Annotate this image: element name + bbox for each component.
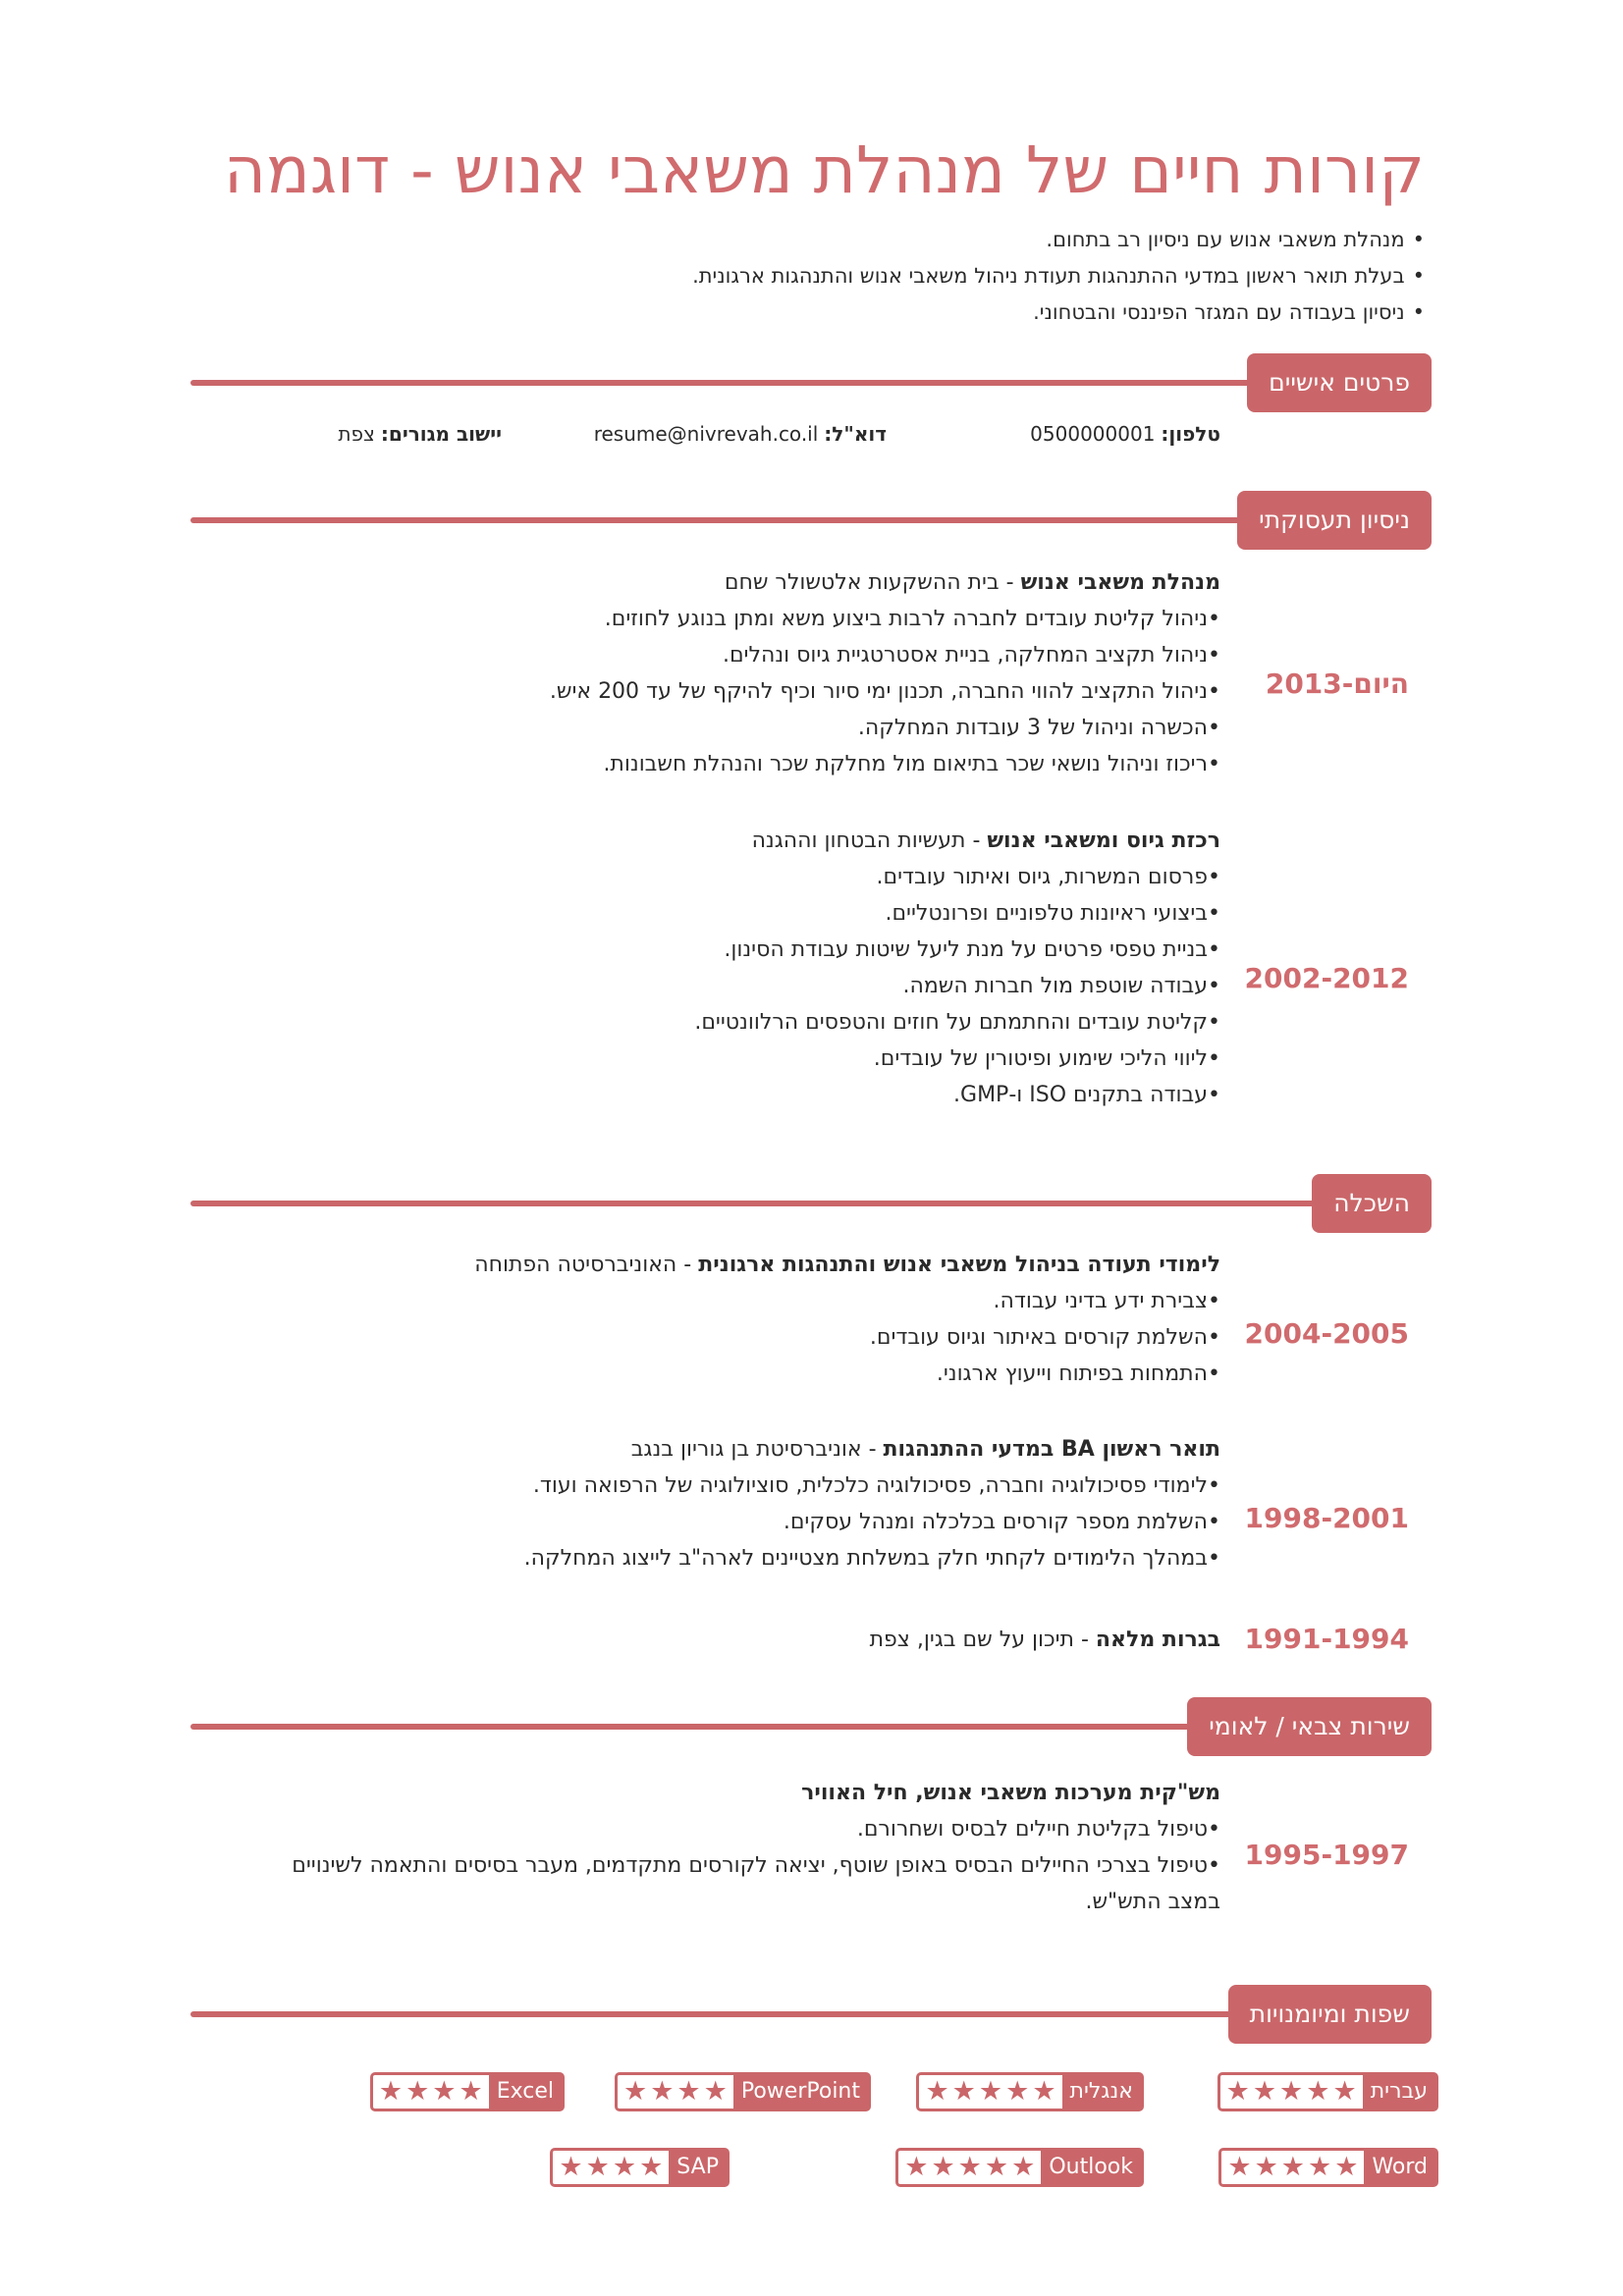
skill-rating: [373, 2075, 489, 2109]
star-icon: ★: [904, 2152, 929, 2182]
skill-name: Word: [1364, 2151, 1435, 2184]
star-icon: ★: [1227, 2152, 1252, 2182]
star-icon: ★: [925, 2076, 949, 2107]
education-entry: [870, 1622, 1220, 1658]
education-entry: [524, 1431, 1220, 1576]
skill-rating: [898, 2151, 1041, 2184]
entry-years: 1991-1994: [1244, 1623, 1409, 1655]
city-label: יישוב מגורים:: [380, 422, 502, 446]
phone-value: 0500000001: [1030, 422, 1156, 446]
star-icon: ★: [978, 2076, 1003, 2107]
education-entry: [474, 1247, 1220, 1392]
entry-bullets: [550, 601, 1220, 782]
skill-rating: [919, 2075, 1061, 2109]
entry-bullets: [239, 1811, 1220, 1920]
list-item: •ביצועי ראיונות טלפוניים ופרונטליים.: [885, 901, 1220, 926]
star-icon: ★: [459, 2076, 483, 2107]
entry-years: 2013-היום: [1265, 667, 1409, 700]
star-icon: ★: [1254, 2152, 1278, 2182]
skill-rating: [618, 2075, 733, 2109]
section-heading-military: שירות צבאי / לאומי: [1187, 1697, 1432, 1756]
list-item: •במהלך הלימודים לקחתי חלק במשלחת מצטיינים לארה"ב לייצוג המחלקה.: [523, 1546, 1220, 1571]
list-item: •לימודי פסיכולוגיה וחברה, פסיכולוגיה כלכלית, סוציולוגיה של הרפואה ועוד.: [532, 1473, 1220, 1498]
experience-entry: [550, 564, 1220, 782]
entry-bullets: [524, 1468, 1220, 1576]
list-item: •טיפול בקליטת חיילים לבסיס ושחרורם.: [856, 1817, 1220, 1842]
skill-badge: [1218, 2148, 1438, 2187]
skill-name: עברית: [1363, 2075, 1435, 2109]
intro-item: •מנהלת משאבי אנוש עם ניסיון רב בתחום.: [1046, 228, 1425, 251]
star-icon: ★: [406, 2076, 430, 2107]
contact-city: [338, 422, 502, 446]
star-icon: ★: [957, 2152, 982, 2182]
star-icon: ★: [1280, 2152, 1306, 2182]
list-item: •פרסום המשרות, גיוס ואיתור עובדים.: [876, 865, 1220, 889]
star-icon: ★: [676, 2076, 701, 2107]
list-item: •השלמת קורסים באיתור וגיוס עובדים.: [869, 1325, 1220, 1350]
entry-years: 1995-1997: [1244, 1839, 1409, 1871]
star-icon: ★: [1334, 2152, 1359, 2182]
email-label: דוא"ל:: [824, 422, 887, 446]
star-icon: ★: [1005, 2076, 1030, 2107]
entry-years: 1998-2001: [1244, 1502, 1409, 1534]
star-icon: ★: [1011, 2152, 1036, 2182]
list-item: •ליווי הליכי שימוע ופיטורין של עובדים.: [873, 1046, 1220, 1071]
skill-name: Excel: [489, 2075, 562, 2109]
entry-heading: תואר ראשון BA במדעי ההתנהגות - אוניברסיטת בן גוריון בנגב: [630, 1437, 1220, 1462]
skill-badge: [895, 2148, 1144, 2187]
entry-heading: רכזת גיוס ומשאבי אנוש - תעשיות הבטחון וההגנה: [751, 828, 1220, 853]
list-item: •בניית טפסי פרטים על מנת ליעל שיטות עבודת הסינון.: [724, 937, 1220, 962]
entry-heading: לימודי תעודה בניהול משאבי אנוש והתנהגות ארגונית - האוניברסיטה הפתוחה: [474, 1253, 1220, 1277]
skill-badge: [916, 2072, 1144, 2111]
list-item: •השלמת מספר קורסים בכלכלה ומנהל עסקים.: [783, 1510, 1220, 1534]
list-item: •צבירת ידע בדיני עבודה.: [993, 1289, 1220, 1313]
bullet-icon: •: [1412, 264, 1425, 288]
phone-label: טלפון:: [1161, 422, 1220, 446]
list-item: •התמחות בפיתוח וייעוץ ארגוני.: [936, 1362, 1220, 1386]
skill-name: אנגלית: [1062, 2075, 1141, 2109]
contact-phone: [1030, 422, 1220, 446]
star-icon: ★: [432, 2076, 457, 2107]
star-icon: ★: [1252, 2076, 1277, 2107]
entry-heading: מנהלת משאבי אנוש - בית ההשקעות אלטשולר שחם: [724, 570, 1220, 595]
email-value: resume@nivrevah.co.il: [593, 422, 819, 446]
star-icon: ★: [612, 2152, 637, 2182]
skill-name: SAP: [669, 2151, 727, 2184]
list-item: •טיפול בצרכי החיילים הבסיס באופן שוטף, יציאה לקורסים מתקדמים, מעבר בסיסים והתאמה לשינויים במצב התש"ש.: [292, 1853, 1220, 1914]
entry-years: 2004-2005: [1244, 1317, 1409, 1350]
city-value: צפת: [338, 422, 375, 446]
star-icon: ★: [639, 2152, 664, 2182]
skill-name: Outlook: [1041, 2151, 1141, 2184]
star-icon: ★: [1332, 2076, 1357, 2107]
star-icon: ★: [984, 2152, 1009, 2182]
skill-badge: [1217, 2072, 1438, 2111]
section-heading-personal: פרטים אישיים: [1247, 353, 1432, 412]
skill-rating: [1221, 2151, 1364, 2184]
star-icon: ★: [1279, 2076, 1304, 2107]
star-icon: ★: [585, 2152, 610, 2182]
skill-badge: [370, 2072, 565, 2111]
intro-item: •בעלת תואר ראשון במדעי ההתנהגות תעודת ניהול משאבי אנוש והתנהגות ארגונית.: [692, 264, 1425, 288]
entry-years: 2002-2012: [1244, 962, 1409, 994]
list-item: •הכשרה וניהול של 3 עובדות המחלקה.: [857, 716, 1220, 740]
entry-bullets: [694, 859, 1220, 1113]
bullet-icon: •: [1412, 300, 1425, 324]
resume-title: קורות חיים של מנהלת משאבי אנוש - דוגמה: [223, 133, 1425, 208]
entry-heading: בגרות מלאה - תיכון על שם בגין, צפת: [869, 1628, 1220, 1652]
list-item: •ניהול תקציב המחלקה, בניית אסטרטגיית גיוס ונהלים.: [722, 643, 1220, 667]
entry-bullets: [474, 1283, 1220, 1392]
section-heading-skills: שפות ומיומנויות: [1228, 1985, 1432, 2044]
list-item: •עבודה שוטפת מול חברות השמה.: [902, 974, 1220, 998]
skill-rating: [1220, 2075, 1363, 2109]
star-icon: ★: [931, 2152, 955, 2182]
contact-email: [594, 422, 887, 446]
list-item: •קליטת עובדים והחתמתם על חוזים והטפסים הרלוונטיים.: [694, 1010, 1220, 1035]
section-divider: [190, 1201, 1415, 1206]
star-icon: ★: [622, 2076, 648, 2107]
star-icon: ★: [1306, 2076, 1330, 2107]
experience-entry: [694, 823, 1220, 1113]
military-entry: [239, 1775, 1220, 1920]
list-item: •ניהול התקציב להווי החברה, תכנון ימי סיור וכיף להיקף של עד 200 איש.: [549, 679, 1220, 704]
intro-list: [692, 222, 1425, 331]
section-divider: [190, 380, 1415, 386]
star-icon: ★: [378, 2076, 404, 2107]
list-item: •עבודה בתקנים ISO ו-GMP.: [953, 1083, 1220, 1107]
star-icon: ★: [1225, 2076, 1250, 2107]
list-item: •ניהול קליטת עובדים לחברה לרבות ביצוע משא ומתן בנוגע לחוזים.: [604, 607, 1220, 631]
section-heading-experience: ניסיון תעסוקתי: [1237, 491, 1432, 550]
star-icon: ★: [559, 2152, 583, 2182]
section-heading-education: השכלה: [1312, 1174, 1432, 1233]
star-icon: ★: [951, 2076, 976, 2107]
star-icon: ★: [703, 2076, 728, 2107]
section-divider: [190, 517, 1415, 523]
skill-rating: [553, 2151, 669, 2184]
skill-badge: [550, 2148, 730, 2187]
skill-badge: [615, 2072, 871, 2111]
bullet-icon: •: [1412, 228, 1425, 251]
entry-heading: מש"קית מערכות משאבי אנוש, חיל האוויר: [801, 1781, 1220, 1805]
star-icon: ★: [650, 2076, 675, 2107]
star-icon: ★: [1308, 2152, 1332, 2182]
star-icon: ★: [1032, 2076, 1056, 2107]
list-item: •ריכוז וניהול נושאי שכר בתיאום מול מחלקת שכר והנהלת חשבונות.: [603, 752, 1220, 776]
intro-item: •ניסיון בעבודה עם המגזר הפיננסי והבטחוני.: [1033, 300, 1425, 324]
skill-name: PowerPoint: [733, 2075, 868, 2109]
